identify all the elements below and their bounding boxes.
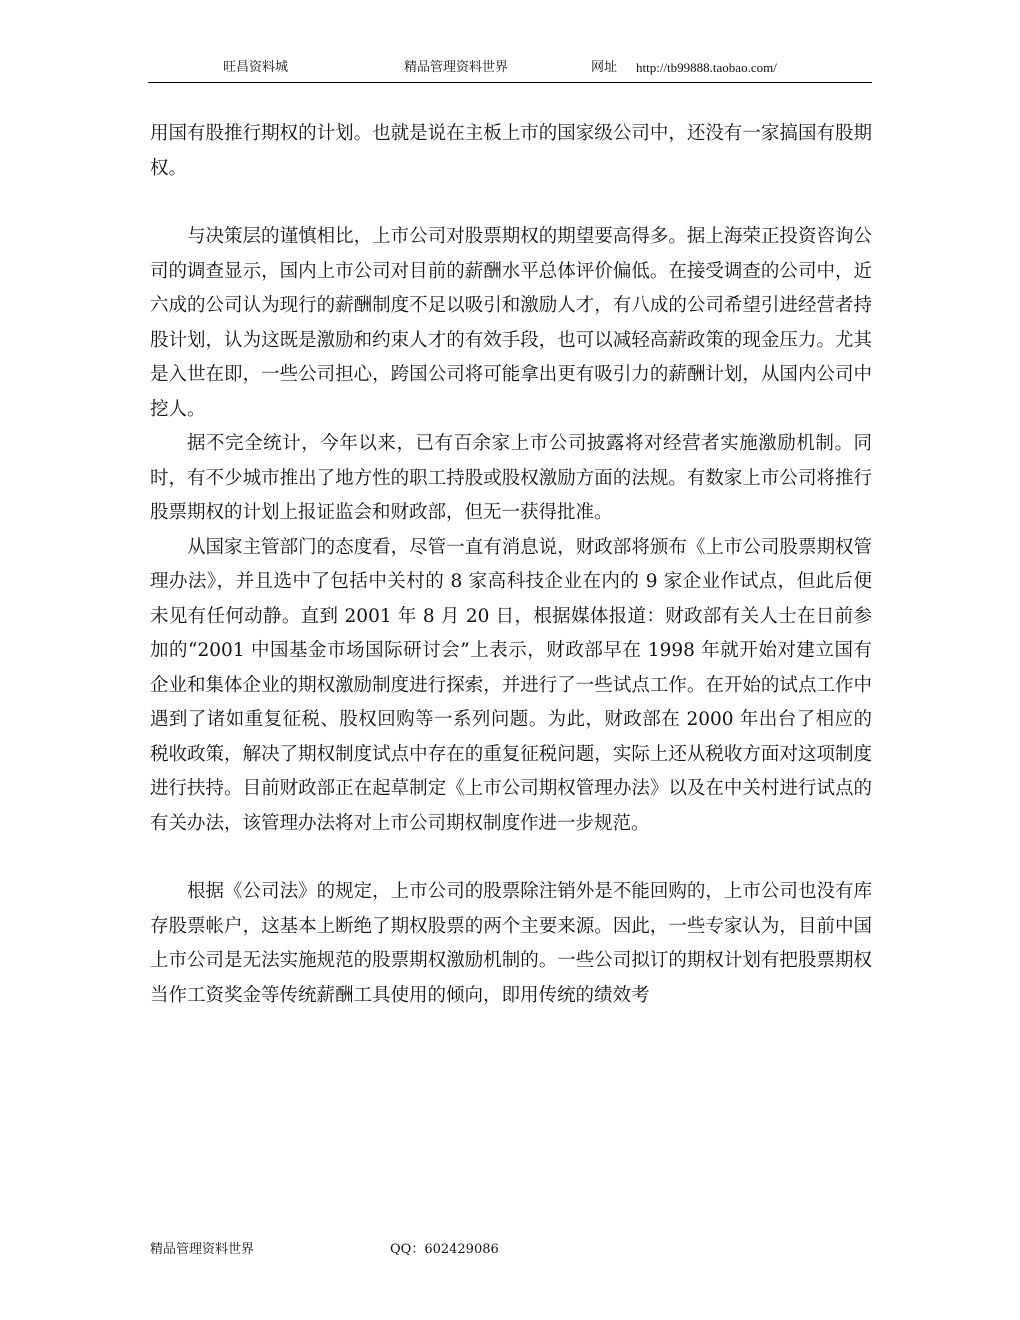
paragraph: 据不完全统计，今年以来，已有百余家上市公司披露将对经营者实施激励机制。同时，有不少城市推出了地方性的职工持股或股权激励方面的法规。有数家上市公司将推行股票期权的计划上报证监会和财政部，但无一获得批准。 xyxy=(150,433,872,523)
header-url-label: 网址 xyxy=(591,60,618,75)
paragraph: 与决策层的谨慎相比，上市公司对股票期权的期望要高得多。据上海荣正投资咨询公司的调查显示，国内上市公司对目前的薪酬水平总体评价偏低。在接受调查的公司中，近六成的公司认为现行的薪酬制度不足以吸引和激励人才，有八成的公司希望引进经营者持股计划，认为这既是激励和约束人才的有效手段，也可以减轻高薪政策的现金压力。尤其是入世在即，一些公司担心，跨国公司将可能拿出更有吸引力的薪酬计划，从国内公司中挖人。 xyxy=(150,226,872,420)
header-url-link[interactable]: http://tb99888.taobao.com/ xyxy=(636,60,777,75)
paragraph: 从国家主管部门的态度看，尽管一直有消息说，财政部将颁布《上市公司股票期权管理办法》，并且选中了包括中关村的 8 家高科技企业在内的 9 家企业作试点，但此后便未见有任何动静。直到 2001 年 8 月 20 日，根据媒体报道：财政部有关人士在日前参加的“2001 中国基金市场国际研讨会”上表示，财政部早在 1998 年就开始对建立国有企业和集体企业的期权激励制度进行探索，并进行了一些试点工作。在开始的试点工作中遇到了诸如重复征税、股权回购等一系列问题。为此，财政部在 2000 年出台了相应的税收政策，解决了期权制度试点中存在的重复征税问题，实际上还从税收方面对这项制度进行扶持。目前财政部正在起草制定《上市公司期权管理办法》以及在中关村进行试点的有关办法，该管理办法将对上市公司期权制度作进一步规范。 xyxy=(150,536,872,834)
header-site-name: 精品管理资料世界 xyxy=(404,60,509,75)
footer-site-name: 精品管理资料世界 xyxy=(150,1242,255,1257)
footer-qq: QQ：602429086 xyxy=(390,1242,499,1257)
paragraph: 根据《公司法》的规定，上市公司的股票除注销外是不能回购的，上市公司也没有库存股票帐户，这基本上断绝了期权股票的两个主要来源。因此，一些专家认为，目前中国上市公司是无法实施规范的股票期权激励机制的。一些公司拟订的期权计划有把股票期权当作工资奖金等传统薪酬工具使用的倾向，即用传统的绩效考 xyxy=(150,881,872,1006)
header-shop-name: 旺昌资料城 xyxy=(223,60,289,75)
document-body xyxy=(150,117,872,1013)
page-header xyxy=(148,56,872,83)
paragraph-continued: 用国有股推行期权的计划。也就是说在主板上市的国家级公司中，还没有一家搞国有股期权。 xyxy=(150,123,872,179)
